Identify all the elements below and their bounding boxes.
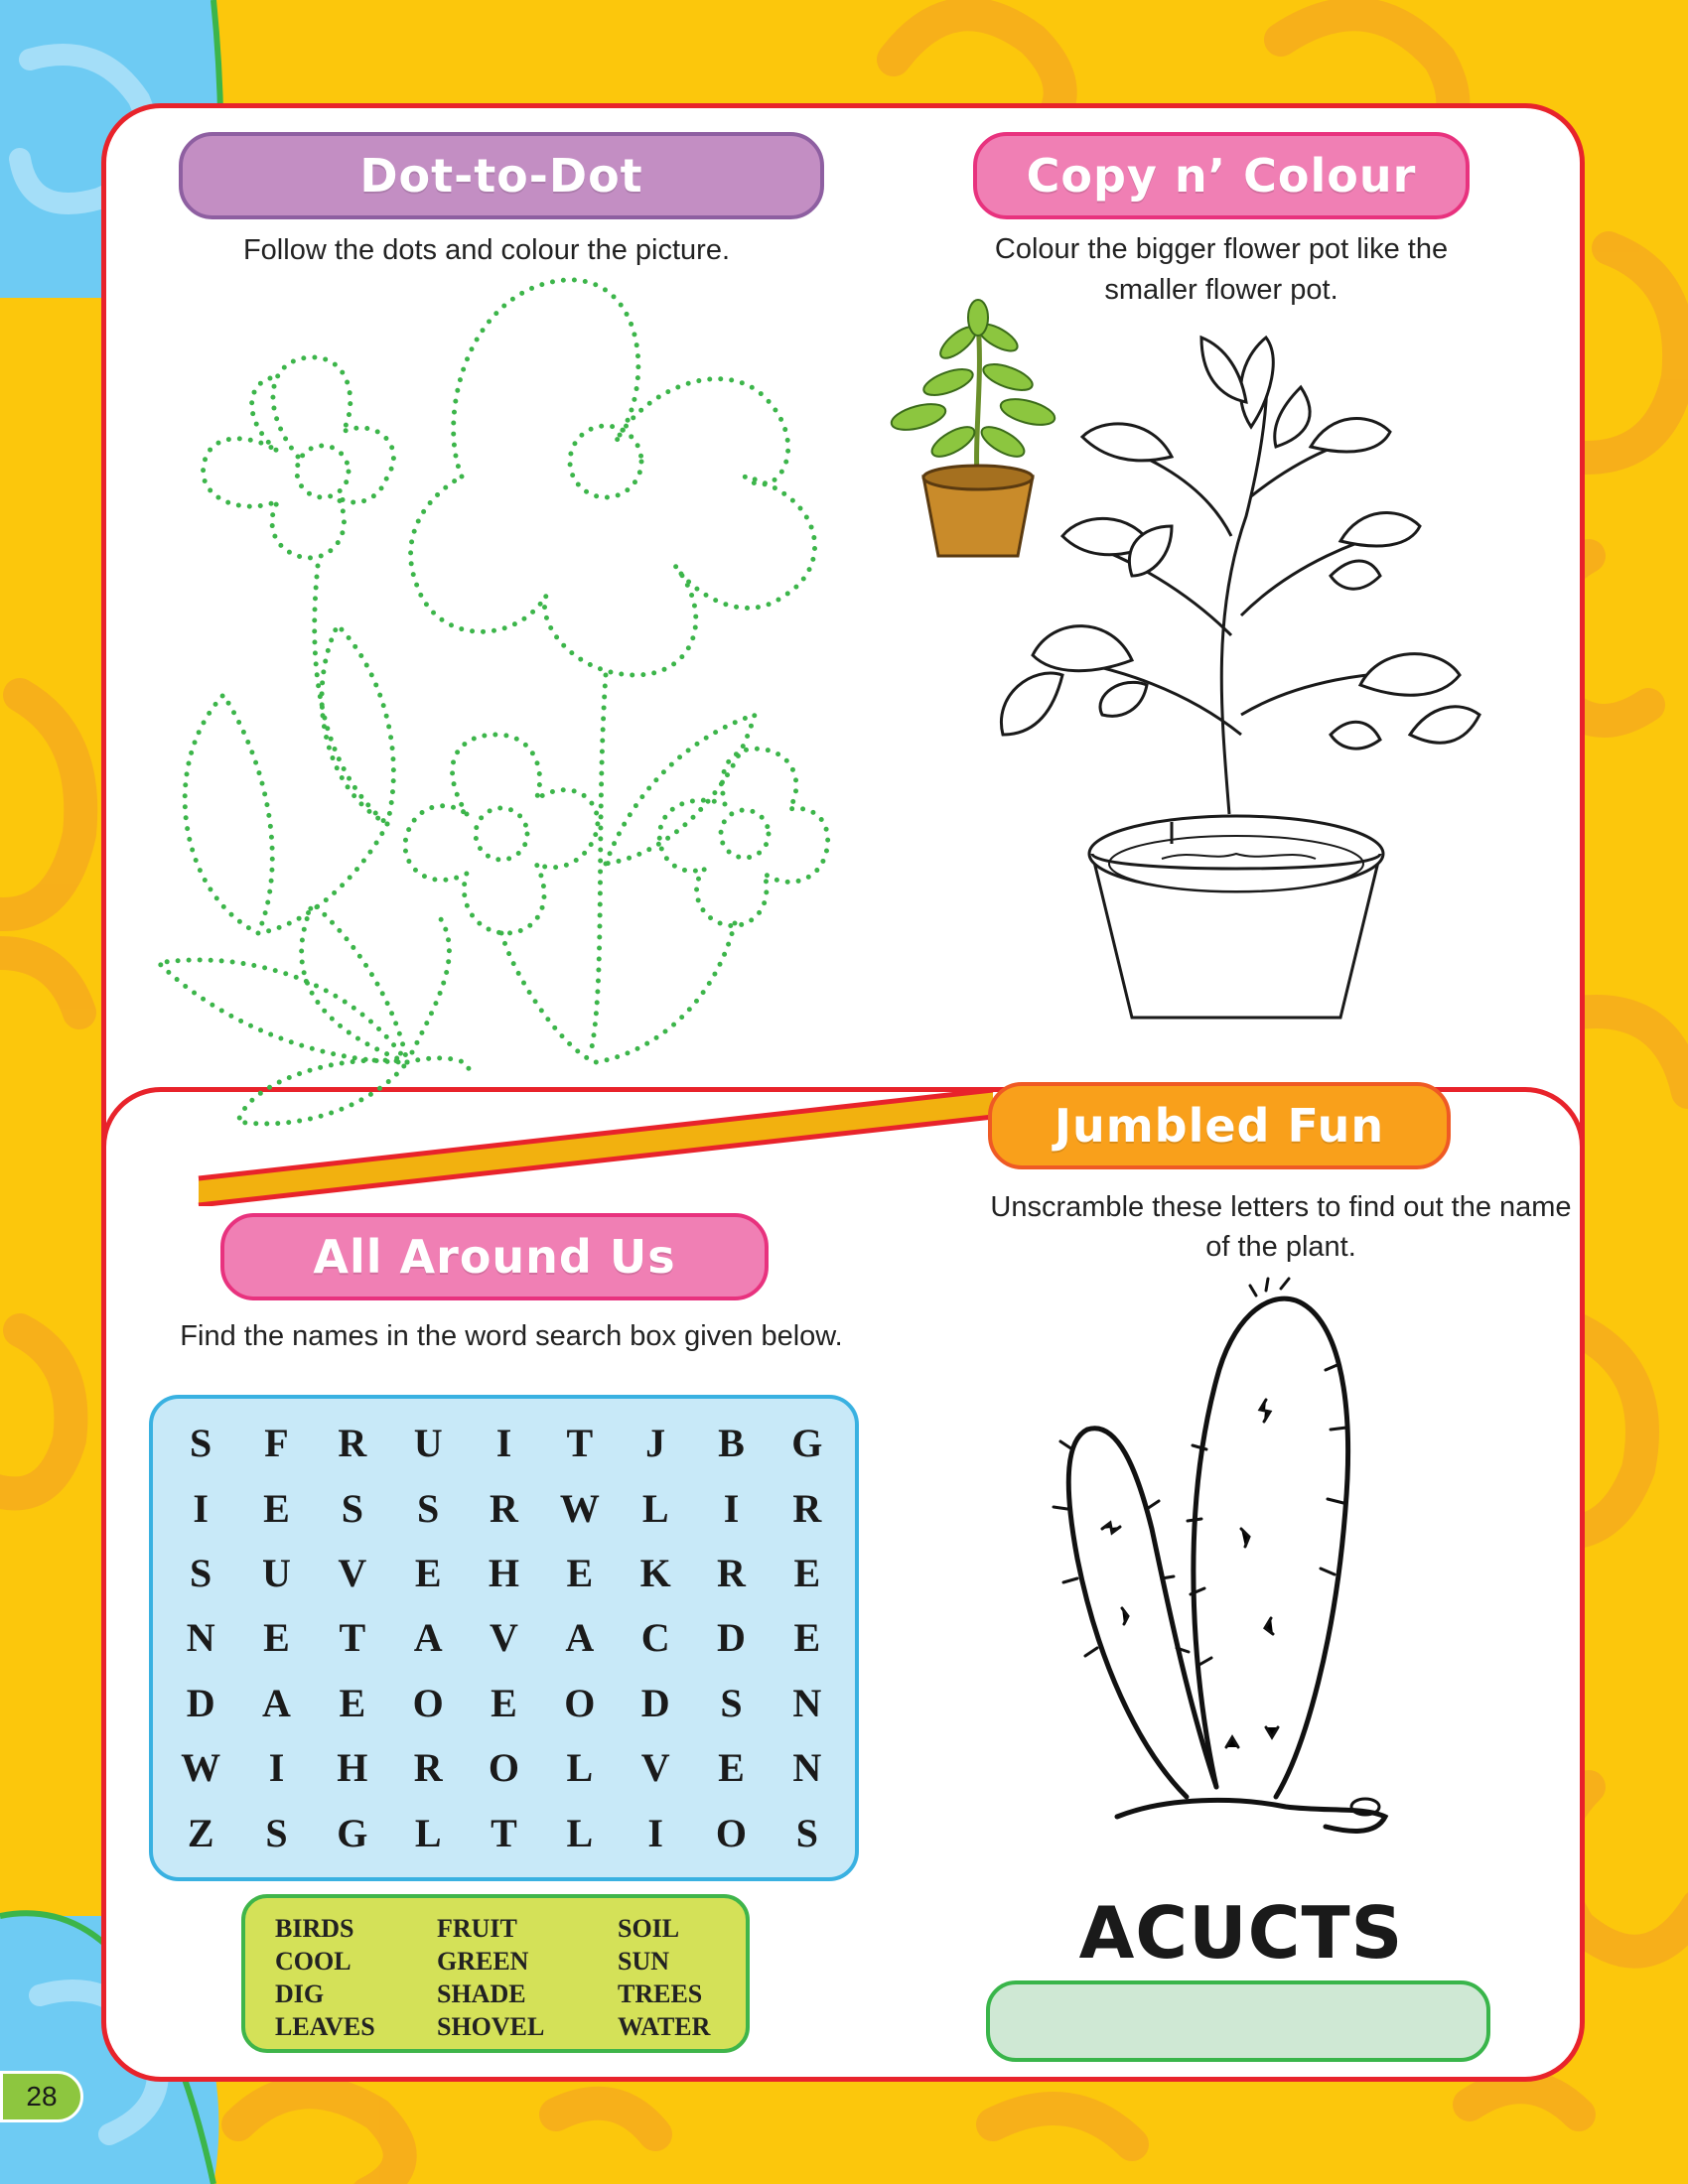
all-around-us-title: All Around Us	[220, 1213, 769, 1300]
cactus-drawing	[1028, 1281, 1435, 1876]
word-search-letter[interactable]: S	[190, 1421, 212, 1466]
word-search-grid	[163, 1411, 845, 1865]
word-list-item: SOIL	[618, 1914, 680, 1943]
word-list-item: SHADE	[437, 1979, 526, 2008]
word-list-box	[241, 1894, 750, 2053]
word-search-letter[interactable]: A	[413, 1615, 443, 1661]
jumbled-fun-instruction-line1: Unscramble these letters to find out the name	[990, 1191, 1572, 1223]
word-search-letter[interactable]: C	[640, 1615, 670, 1661]
word-search-letter[interactable]: D	[717, 1615, 746, 1661]
word-search-letter[interactable]: E	[566, 1551, 594, 1596]
word-search-letter[interactable]: T	[491, 1810, 517, 1855]
word-list-item: GREEN	[437, 1947, 529, 1976]
word-search-letter[interactable]: U	[262, 1551, 291, 1596]
word-search-letter[interactable]: J	[645, 1421, 666, 1466]
word-list-item: DIG	[275, 1979, 325, 2008]
word-search-box	[149, 1395, 859, 1881]
word-list-item: BIRDS	[275, 1914, 354, 1943]
jumbled-word: ACUCTS	[1078, 1891, 1404, 1975]
word-search-letter[interactable]: O	[564, 1680, 596, 1725]
word-search-letter[interactable]: N	[792, 1680, 822, 1725]
word-search-letter[interactable]: I	[193, 1485, 209, 1531]
word-search-letter[interactable]: S	[720, 1680, 743, 1725]
word-search-letter[interactable]: H	[337, 1745, 368, 1791]
word-search-letter[interactable]: S	[341, 1485, 363, 1531]
word-search-letter[interactable]: R	[490, 1485, 518, 1531]
word-search-letter[interactable]: E	[263, 1485, 290, 1531]
copy-colour-instruction-line2: smaller flower pot.	[1104, 274, 1338, 306]
word-search-letter[interactable]: N	[186, 1615, 215, 1661]
word-search-letter[interactable]: H	[488, 1551, 520, 1596]
word-search-letter[interactable]: O	[412, 1680, 444, 1725]
jumbled-fun-title: Jumbled Fun	[988, 1082, 1451, 1169]
word-search-letter[interactable]: Z	[187, 1810, 214, 1855]
dot-to-dot-flowers	[139, 268, 874, 1132]
word-search-letter[interactable]: L	[414, 1810, 442, 1855]
word-search-letter[interactable]: T	[339, 1615, 366, 1661]
word-list-item: LEAVES	[275, 2012, 375, 2041]
word-search-letter[interactable]: E	[339, 1680, 366, 1725]
word-search-letter[interactable]: V	[640, 1745, 670, 1791]
word-search-letter[interactable]: R	[338, 1421, 367, 1466]
word-search-letter[interactable]: R	[413, 1745, 443, 1791]
copy-colour-title: Copy n’ Colour	[973, 132, 1470, 219]
word-search-letter[interactable]: B	[718, 1421, 745, 1466]
word-search-letter[interactable]: N	[792, 1745, 822, 1791]
word-search-letter[interactable]: A	[262, 1680, 291, 1725]
word-search-letter[interactable]: E	[793, 1615, 821, 1661]
word-search-letter[interactable]: E	[718, 1745, 745, 1791]
word-search-letter[interactable]: O	[715, 1810, 748, 1855]
word-search-letter[interactable]: V	[490, 1615, 518, 1661]
word-search-letter[interactable]: R	[717, 1551, 746, 1596]
word-search-letter[interactable]: L	[641, 1485, 669, 1531]
page-number: 28	[0, 2071, 83, 2122]
word-list-grid	[275, 1912, 736, 2039]
word-search-letter[interactable]: L	[566, 1745, 594, 1791]
word-list-item: SHOVEL	[437, 2012, 545, 2041]
word-search-letter[interactable]: K	[639, 1551, 671, 1596]
word-search-letter[interactable]: D	[640, 1680, 670, 1725]
all-around-us-instruction: Find the names in the word search box given below.	[180, 1320, 843, 1352]
word-search-letter[interactable]: I	[647, 1810, 663, 1855]
word-search-letter[interactable]: G	[791, 1421, 823, 1466]
word-search-letter[interactable]: W	[559, 1485, 600, 1531]
word-list-item: TREES	[618, 1979, 703, 2008]
word-search-letter[interactable]: A	[565, 1615, 595, 1661]
word-list-item: WATER	[618, 2012, 711, 2041]
word-search-letter[interactable]: L	[566, 1810, 594, 1855]
big-outline-plant	[973, 318, 1509, 1023]
word-search-letter[interactable]: E	[491, 1680, 517, 1725]
word-search-letter[interactable]: G	[337, 1810, 368, 1855]
word-search-letter[interactable]: R	[792, 1485, 822, 1531]
word-list-item: FRUIT	[437, 1914, 517, 1943]
copy-colour-instruction-line1: Colour the bigger flower pot like the	[994, 233, 1449, 265]
word-list-item: SUN	[618, 1947, 670, 1976]
word-search-letter[interactable]: F	[264, 1421, 289, 1466]
word-search-letter[interactable]: S	[265, 1810, 288, 1855]
jumbled-fun-instruction-line2: of the plant.	[1205, 1231, 1356, 1263]
bottom-panel-top-cover	[106, 1206, 225, 1246]
word-search-letter[interactable]: V	[338, 1551, 367, 1596]
word-search-letter[interactable]: O	[488, 1745, 520, 1791]
word-search-letter[interactable]: W	[181, 1745, 221, 1791]
word-search-letter[interactable]: D	[186, 1680, 215, 1725]
word-search-letter[interactable]: S	[417, 1485, 440, 1531]
word-search-letter[interactable]: U	[413, 1421, 443, 1466]
word-search-letter[interactable]: E	[793, 1551, 821, 1596]
word-search-letter[interactable]: T	[566, 1421, 594, 1466]
word-search-letter[interactable]: E	[263, 1615, 290, 1661]
word-search-letter[interactable]: I	[268, 1745, 285, 1791]
word-list-item: COOL	[275, 1947, 352, 1976]
word-search-letter[interactable]: I	[495, 1421, 512, 1466]
word-search-letter[interactable]: I	[723, 1485, 740, 1531]
dot-to-dot-title: Dot-to-Dot	[179, 132, 824, 219]
dot-to-dot-instruction: Follow the dots and colour the picture.	[242, 234, 731, 266]
answer-box[interactable]	[986, 1980, 1490, 2062]
word-search-letter[interactable]: E	[414, 1551, 442, 1596]
word-search-letter[interactable]: S	[795, 1810, 818, 1855]
word-search-letter[interactable]: S	[190, 1551, 212, 1596]
